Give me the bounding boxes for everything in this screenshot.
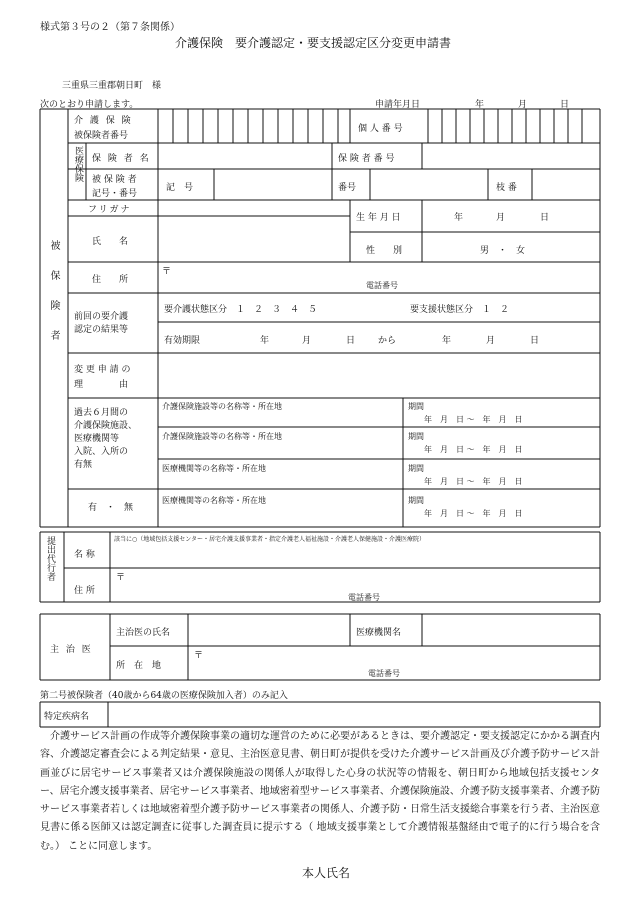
insured-sign-label-2: 記号・番号 — [92, 189, 138, 199]
birth-month: 月 — [496, 213, 506, 223]
doctor-name-label: 主治医の氏名 — [116, 628, 171, 638]
date-year: 年 — [475, 100, 485, 110]
facility-row-2-period: 期間 — [408, 432, 424, 441]
past6-label-1: 過去６月間の — [74, 408, 129, 418]
address-label: 住 所 — [92, 275, 129, 285]
insured-number-label-1: 介 護 保 険 — [74, 116, 133, 126]
change-reason-label-1: 変 更 申 請 の — [74, 365, 131, 375]
consent-text: 介護サービス計画の作成等介護保険事業の適切な運営のために必要があるときは、要介護認定・要支援認定にかかる調査内容、介護認定審査会による判定結果・意見、主治医意見書、朝日町が提供を受けた介護サービス計画及び介護予防サービス計画並びに居宅サービス事業者又は介護保険施設の関係人が取得した心身の状況等の情報を、朝日町から地域包括支援センター、居宅介護支援事業者、居宅サービス事業者、地域密着型サービス事業者、介護保険施設、介護予防支援事業者、介護予防サービス事業者若しくは地域密着型介護予防サービス事業者の関係人、介護予防・日常生活支援総合事業を行う者、主治医意見書に係る医師又は認定調査に従事した調査員に提示する（ 地域支援事業として介護情報基盤経由で電子的に行う場合を含む。） ことに同意します。 — [40, 731, 600, 852]
agent-postal-mark: 〒 — [116, 573, 126, 583]
bango-label: 番号 — [338, 183, 357, 193]
change-reason-label-2: 理 由 — [74, 380, 129, 390]
insured-number-label-2: 被保険者番号 — [74, 131, 129, 141]
doctor-phone-label: 電話番号 — [368, 669, 400, 678]
date-month: 月 — [518, 100, 528, 110]
agent-phone-label: 電話番号 — [348, 593, 380, 602]
agent-address-label: 住 所 — [74, 586, 95, 596]
prev-result-label-2: 認定の結果等 — [74, 325, 129, 335]
name-label: 氏 名 — [92, 237, 129, 247]
insured-sign-label-1: 被 保 険 者 — [92, 175, 137, 185]
facility-row-3-period: 期間 — [408, 464, 424, 473]
valid-to-month: 月 — [486, 336, 496, 346]
personal-number-label: 個 人 番 号 — [358, 124, 403, 134]
insured-section-label: 被保険者 — [48, 240, 59, 360]
insurer-name-label: 保 険 者 名 — [92, 154, 151, 164]
facility-row-3-range: 年 月 日 ～ 年 月 日 — [424, 477, 523, 486]
prev-result-label-1: 前回の要介護 — [74, 312, 129, 322]
valid-to-day: 日 — [530, 336, 540, 346]
facility-row-1-period: 期間 — [408, 402, 424, 411]
doctor-institution-label: 医療機関名 — [356, 628, 402, 638]
signature-label: 本人氏名 — [302, 866, 351, 880]
agent-name-label: 名 称 — [74, 550, 95, 560]
second-insured-note: 第二号被保険者（40歳から64歳の医療保険加入者）のみ記入 — [40, 691, 288, 701]
doctor-section-label: 主 治 医 — [50, 645, 93, 655]
addressee: 三重県三重郡朝日町 様 — [62, 81, 162, 91]
facility-row-3-label: 医療機関等の名称等・所在地 — [162, 464, 266, 473]
facility-row-2-range: 年 月 日 ～ 年 月 日 — [424, 445, 523, 454]
date-day: 日 — [560, 100, 570, 110]
facility-row-1-range: 年 月 日 ～ 年 月 日 — [424, 415, 523, 424]
form-title: 介護保険 要介護認定・要支援認定区分変更申請書 — [175, 36, 452, 50]
past6-label-2: 介護保険施設、 — [74, 421, 138, 431]
intro-text: 次のとおり申請します。 — [40, 100, 139, 110]
kigo-label: 記 号 — [166, 183, 194, 193]
valid-to-year: 年 — [442, 336, 452, 346]
birth-day: 日 — [540, 213, 550, 223]
valid-kara: から — [378, 336, 397, 346]
facility-row-2-label: 介護保険施設等の名称等・所在地 — [162, 432, 282, 441]
facility-row-1-label: 介護保険施設等の名称等・所在地 — [162, 402, 282, 411]
postal-mark: 〒 — [162, 267, 172, 277]
valid-from-year: 年 — [260, 336, 270, 346]
doctor-postal-mark: 〒 — [194, 651, 204, 661]
edaban-label: 枝 番 — [496, 183, 517, 193]
valid-period-label: 有効期限 — [164, 336, 201, 346]
facility-row-4-label: 医療機関等の名称等・所在地 — [162, 496, 266, 505]
past6-label-3: 医療機関等 — [74, 434, 120, 444]
yes-no-options[interactable]: 有 ・ 無 — [88, 503, 134, 513]
medical-insurance-label: 医療保険 — [73, 146, 83, 182]
valid-from-day: 日 — [346, 336, 356, 346]
form-number: 様式第３号の２（第７条関係） — [40, 22, 180, 33]
facility-row-4-range: 年 月 日 ～ 年 月 日 — [424, 509, 523, 518]
support-level-label[interactable]: 要支援状態区分 １ ２ — [410, 305, 510, 315]
valid-from-month: 月 — [302, 336, 312, 346]
agent-name-note: 該当に○（地域包括支援センター・居宅介護支援事業者・指定介護老人福祉施設・介護老人保健施設・介護医療院） — [114, 536, 425, 543]
phone-label: 電話番号 — [366, 281, 398, 290]
application-date-label: 申請年月日 — [375, 100, 421, 110]
past6-label-5: 有無 — [74, 460, 93, 470]
specific-disease-label: 特定疾病名 — [44, 712, 90, 722]
insurer-number-label: 保 険 者 番 号 — [338, 154, 395, 164]
birth-year: 年 — [454, 213, 464, 223]
sex-options[interactable]: 男 ・ 女 — [480, 246, 526, 256]
furigana-label: フリガナ — [88, 205, 132, 215]
care-level-label[interactable]: 要介護状態区分 １ ２ ３ ４ ５ — [164, 305, 318, 315]
past6-label-4: 入院、入所の — [74, 447, 129, 457]
facility-row-4-period: 期間 — [408, 496, 424, 505]
doctor-address-label: 所 在 地 — [116, 661, 162, 671]
sex-label: 性 別 — [366, 246, 403, 256]
agent-section-label: 提出代行者 — [45, 536, 55, 581]
birth-date-label: 生 年 月 日 — [356, 213, 401, 223]
